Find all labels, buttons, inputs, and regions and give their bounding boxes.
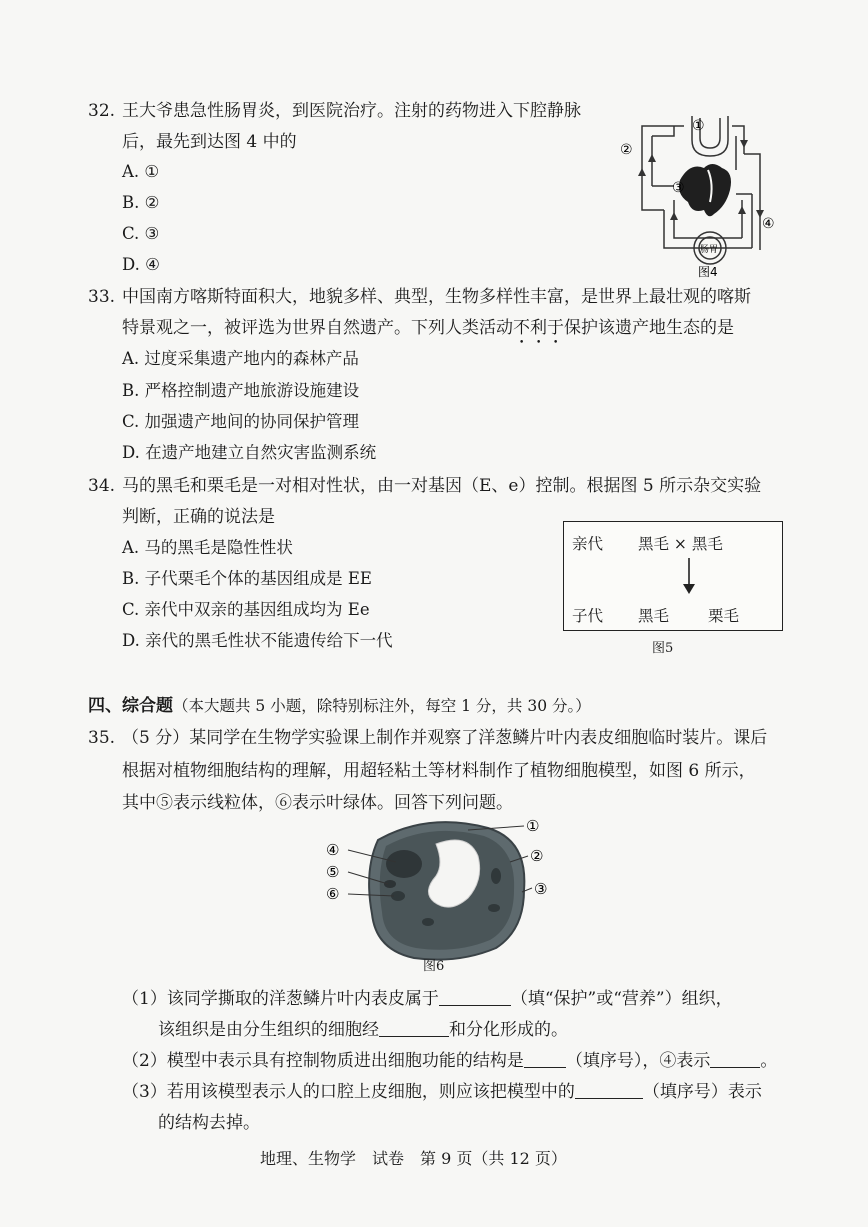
q32-option-c: C. ③ — [122, 224, 160, 243]
q34-option-a: A. 马的黑毛是隐性性状 — [122, 538, 293, 557]
q35-number: 35. — [88, 728, 116, 748]
q35-sub3-blank[interactable] — [575, 1080, 643, 1099]
fig5-parent-cross: 黑毛 × 黑毛 — [638, 535, 723, 553]
q32-stem-line1: 王大爷患急性肠胃炎，到医院治疗。注射的药物进入下腔静脉 — [122, 101, 581, 121]
q32-option-d: D. ④ — [122, 255, 160, 274]
section4-heading — [88, 691, 591, 716]
fig5-down-arrow-icon — [682, 556, 696, 596]
q35-sub2-line — [122, 1046, 777, 1076]
q32-option-a: A. ① — [122, 162, 160, 181]
q35-sub1-blank2[interactable] — [379, 1018, 449, 1037]
fig6-label-4: ④ — [326, 841, 340, 859]
q35-sub1-line1 — [122, 984, 733, 1014]
fig4-organ-label: 肠胃 — [700, 245, 719, 255]
fig6-label-1: ① — [526, 817, 540, 835]
q35-sub1-text-c: 该组织是由分生组织的细胞经 — [158, 1020, 379, 1040]
fig6-label-5: ⑤ — [326, 863, 340, 881]
q35-sub3-text-b: （填序号）表示 — [642, 1082, 762, 1102]
q33-stem-line2 — [122, 313, 734, 348]
q32-number: 32. — [88, 101, 116, 121]
q34-number: 34. — [88, 476, 116, 496]
fig4-caption: 图4 — [698, 265, 718, 279]
fig5-offspring-black: 黑毛 — [638, 607, 670, 625]
q35-sub2-text-a: （2）模型中表示具有控制物质进出细胞功能的结构是 — [122, 1051, 524, 1071]
q34-stem-line1: 马的黑毛和栗毛是一对相对性状，由一对基因（E、e）控制。根据图 5 所示杂交实验 — [122, 476, 762, 496]
q32-stem-line2: 后，最先到达图 4 中的 — [122, 132, 297, 152]
fig6-label-3: ③ — [534, 880, 548, 898]
q33-stem-emphasis: 不利于 — [513, 318, 564, 338]
fig6-label-2: ② — [530, 847, 544, 865]
q35-stem-line3: 其中⑤表示线粒体，⑥表示叶绿体。回答下列问题。 — [122, 793, 513, 813]
fig4-label-4: ④ — [762, 216, 775, 232]
fig5-offspring-label: 子代 — [572, 607, 604, 625]
q34-option-c: C. 亲代中双亲的基因组成均为 Ee — [122, 600, 370, 619]
figure4-circulation-diagram — [612, 110, 792, 280]
q35-sub2-text-c: 。 — [760, 1051, 778, 1071]
q33-option-c: C. 加强遗产地间的协同保护管理 — [122, 412, 360, 431]
section4-note: （本大题共 5 小题，除特别标注外，每空 1 分，共 30 分。） — [173, 697, 591, 715]
q35-sub2-blank2[interactable] — [710, 1049, 760, 1068]
q33-stem-line1: 中国南方喀斯特面积大，地貌多样、典型，生物多样性丰富，是世界上最壮观的喀斯 — [122, 287, 751, 307]
fig4-label-1: ① — [692, 118, 705, 134]
fig6-caption: 图6 — [423, 959, 445, 974]
q35-sub1-blank1[interactable] — [439, 987, 511, 1006]
q35-sub1-text-b: （填“保护”或“营养”）组织， — [510, 989, 733, 1009]
fig5-caption: 图5 — [652, 641, 674, 656]
fig6-label-6: ⑥ — [326, 885, 340, 903]
q33-stem-line2-part1: 特景观之一，被评选为世界自然遗产。下列人类活动 — [122, 318, 513, 338]
q35-stem-line1: （5 分）某同学在生物学实验课上制作并观察了洋葱鳞片叶内表皮细胞临时装片。课后 — [122, 728, 768, 748]
q32-option-b: B. ② — [122, 193, 160, 212]
q35-sub1-text-d: 和分化形成的。 — [449, 1020, 568, 1040]
q33-number: 33. — [88, 287, 116, 307]
page-footer: 地理、生物学 试卷 第 9 页（共 12 页） — [260, 1149, 567, 1168]
q35-sub2-text-b: （填序号），④表示 — [565, 1051, 711, 1071]
section4-title: 四、综合题 — [88, 696, 173, 716]
q34-option-b: B. 子代栗毛个体的基因组成是 EE — [122, 569, 372, 588]
q35-sub1-line2 — [158, 1015, 568, 1045]
q35-sub3-line2: 的结构去掉。 — [158, 1113, 260, 1133]
q33-option-d: D. 在遗产地建立自然灾害监测系统 — [122, 443, 377, 462]
figure5-cross-diagram — [563, 521, 783, 631]
fig4-label-2: ② — [620, 142, 633, 158]
q35-stem-line2: 根据对植物细胞结构的理解，用超轻粘土等材料制作了植物细胞模型，如图 6 所示， — [122, 761, 756, 781]
fig5-parent-label: 亲代 — [572, 535, 604, 553]
q35-sub2-blank1[interactable] — [524, 1049, 566, 1068]
q35-sub3-line1 — [122, 1077, 762, 1107]
q33-stem-line2-part2: 保护该遗产地生态的是 — [564, 318, 734, 338]
q33-option-b: B. 严格控制遗产地旅游设施建设 — [122, 381, 360, 400]
figure6-plant-cell-model — [318, 810, 558, 970]
fig5-offspring-chestnut: 栗毛 — [708, 607, 740, 625]
fig4-label-3: ③ — [672, 180, 685, 196]
q35-sub3-text-a: （3）若用该模型表示人的口腔上皮细胞，则应该把模型中的 — [122, 1082, 575, 1102]
q35-sub1-text-a: （1）该同学撕取的洋葱鳞片叶内表皮属于 — [122, 989, 439, 1009]
q34-stem-line2: 判断，正确的说法是 — [122, 507, 275, 527]
q34-option-d: D. 亲代的黑毛性状不能遗传给下一代 — [122, 631, 393, 650]
q33-option-a: A. 过度采集遗产地内的森林产品 — [122, 349, 359, 368]
